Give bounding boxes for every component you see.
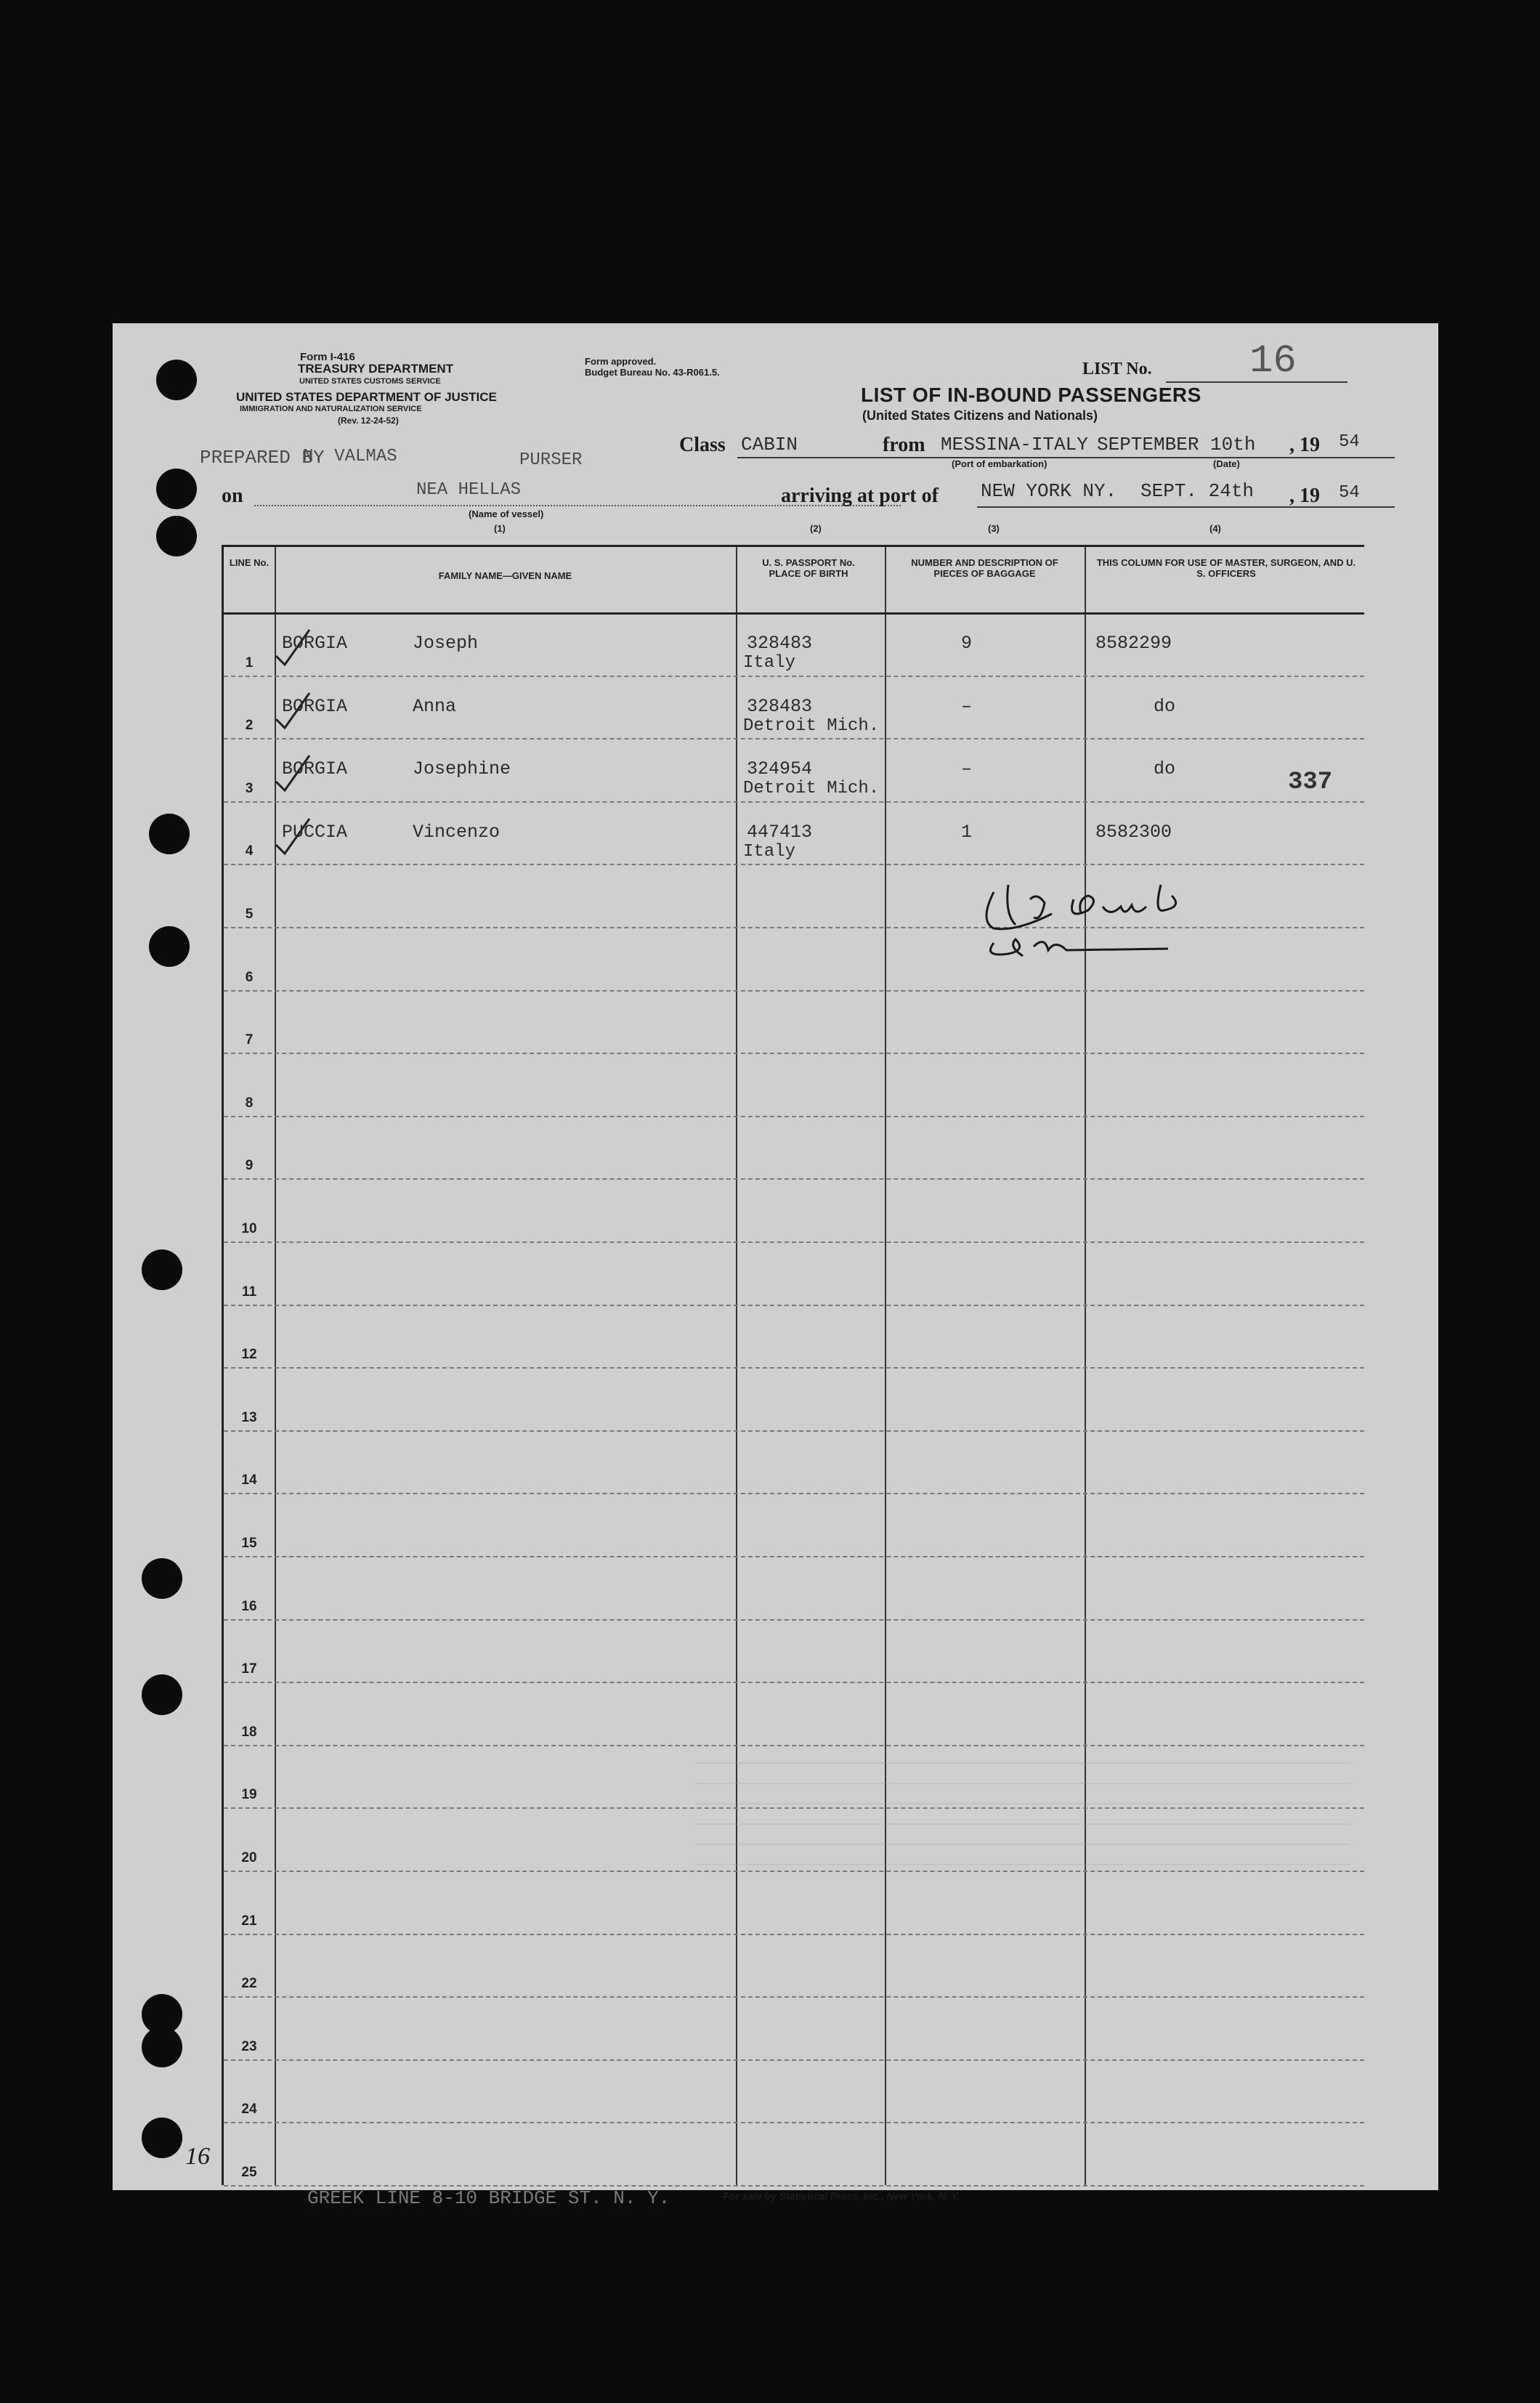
line-number: 17 [241,1661,257,1677]
table-row [224,1430,1364,1495]
officer-entry: do [1154,695,1176,717]
family-name: BORGIA [282,758,348,780]
line-number: 25 [241,2164,257,2180]
table-row [224,2059,1364,2124]
ins-service: IMMIGRATION AND NATURALIZATION SERVICE [240,405,422,413]
line-number: 4 [245,843,254,859]
form-number: Form I-416 [300,351,355,363]
place-of-birth: Detroit Mich. [743,779,880,799]
revision: (Rev. 12-24-52) [338,416,399,426]
port-of-embarkation: MESSINA-ITALY [941,434,1088,455]
punch-hole [149,926,190,967]
baggage-count: 1 [961,821,973,843]
table-row [224,1682,1364,1746]
line-number: 11 [241,1284,257,1300]
table-row [224,1871,1364,1935]
prepared-by-label: PREPARED BY [200,447,325,469]
line-number: 5 [245,906,254,922]
baggage-count: – [961,758,973,780]
header-passport: U. S. PASSPORT No. PLACE OF BIRTH [762,557,855,579]
column-number: (4) [1209,523,1221,534]
table-row [224,1116,1364,1180]
table-row [224,1619,1364,1684]
table-row [224,2122,1364,2187]
line-number: 10 [241,1220,257,1236]
line-number: 3 [245,780,254,796]
class-value: CABIN [741,434,798,455]
given-name: Vincenzo [413,821,500,843]
officer-entry: do [1154,758,1176,780]
class-label: Class [679,434,726,456]
place-of-birth: Detroit Mich. [743,716,880,736]
year-prefix-2: , 19 [1289,485,1320,507]
line-number: 12 [241,1347,257,1363]
arrival-port: NEW YORK NY. [981,480,1117,502]
family-name: BORGIA [282,695,348,717]
margin-handwritten-mark: 16 [185,2143,210,2170]
table-row [224,990,1364,1055]
line-number: 19 [241,1787,257,1803]
place-of-birth: Italy [743,653,796,673]
officer-entry: 8582300 [1095,821,1172,843]
bleed-through-text [696,1749,1350,1880]
given-name: Anna [413,695,457,717]
page-title: LIST OF IN-BOUND PASSENGERS [861,384,1201,406]
table-row [224,1934,1364,1998]
passenger-manifest-page [113,323,1438,2209]
inspector-signature [965,870,1212,972]
vessel-caption: (Name of vessel) [469,508,544,519]
column-number: (1) [494,523,506,534]
table-row [224,612,1364,677]
table-row [224,1996,1364,2061]
punch-hole [142,2118,182,2158]
table-row [224,676,1364,740]
prepared-by-name: N. VALMAS [303,447,397,466]
margin-number: 337 [1288,769,1333,796]
family-name: PUCCIA [282,821,348,843]
header-line-no: LINE No. [229,557,270,568]
passenger-table [222,545,1364,2185]
line-number: 16 [241,1598,257,1614]
line-number: 13 [241,1409,257,1425]
punch-hole [156,469,197,509]
table-row [224,1493,1364,1557]
line-number: 24 [241,2102,257,2118]
table-row [224,801,1364,866]
given-name: Joseph [413,633,479,654]
header-baggage: NUMBER AND DESCRIPTION OF PIECES OF BAGGAGE [911,557,1058,579]
customs-service: UNITED STATES CUSTOMS SERVICE [299,377,441,386]
line-number: 9 [245,1158,254,1174]
printer-credit: For sale by Statistical Press, Inc., New York, N. Y. [723,2190,960,2202]
header-name: FAMILY NAME—GIVEN NAME [438,570,572,581]
line-number: 23 [241,2038,257,2054]
line-number: 15 [241,1535,257,1551]
line-number: 7 [245,1032,254,1048]
list-number: 16 [1249,339,1297,384]
signature-text: L. J. Dowd [965,870,968,871]
passport-number: 328483 [747,695,813,717]
line-number: 8 [245,1095,254,1111]
line-number: 21 [241,1913,257,1929]
place-of-birth: Italy [743,841,796,862]
vessel-name: NEA HELLAS [416,480,522,500]
table-row [224,1241,1364,1306]
prepared-by-role: PURSER [519,450,583,470]
punch-hole [142,1249,182,1290]
punch-hole [156,360,197,400]
given-name: Josephine [413,758,511,780]
punch-hole [149,814,190,854]
table-row [224,1178,1364,1243]
header-officers: THIS COLUMN FOR USE OF MASTER, SURGEON, AND U. S. OFFICERS [1096,557,1356,579]
from-label: from [883,434,925,456]
line-number: 1 [245,655,254,670]
punch-hole [142,1674,182,1715]
embarkation-date: SEPTEMBER 10th [1097,434,1256,455]
treasury-dept: TREASURY DEPARTMENT [298,362,454,376]
column-number: (3) [988,523,1000,534]
line-number: 14 [241,1472,257,1488]
line-number: 2 [245,718,254,734]
on-label: on [222,485,243,507]
budget-bureau: Budget Bureau No. 43-R061.5. [585,367,720,378]
officer-entry: 8582299 [1095,633,1172,654]
passport-number: 447413 [747,821,813,843]
punch-hole [142,2027,182,2067]
date-caption: (Date) [1213,458,1240,469]
table-row [224,1305,1364,1369]
baggage-count: – [961,695,973,717]
page-subtitle: (United States Citizens and Nationals) [862,408,1098,423]
year-suffix-1: 54 [1339,432,1360,452]
table-row [224,738,1364,803]
punch-hole [142,1558,182,1599]
table-row [224,1367,1364,1432]
arriving-label: arriving at port of [781,485,939,507]
family-name: BORGIA [282,633,348,654]
port-embark-caption: (Port of embarkation) [952,458,1047,469]
column-number: (2) [810,523,822,534]
line-number: 22 [241,1976,257,1992]
shipping-line-stamp: GREEK LINE 8-10 BRIDGE ST. N. Y. [307,2187,670,2209]
arrival-underline [977,506,1395,508]
line-number: 18 [241,1724,257,1740]
line-number: 20 [241,1849,257,1865]
punch-hole [156,516,197,556]
passport-number: 328483 [747,633,813,654]
line-number: 6 [245,969,254,985]
list-no-label: LIST No. [1082,360,1152,378]
year-prefix-1: , 19 [1289,434,1320,456]
form-approved: Form approved. [585,356,657,367]
year-suffix-2: 54 [1339,483,1360,503]
table-row [224,1053,1364,1117]
table-header [224,547,1364,615]
table-row [224,1556,1364,1621]
arrival-date: SEPT. 24th [1140,480,1255,502]
passport-number: 324954 [747,758,813,780]
justice-dept: UNITED STATES DEPARTMENT OF JUSTICE [236,390,497,404]
baggage-count: 9 [961,633,973,654]
